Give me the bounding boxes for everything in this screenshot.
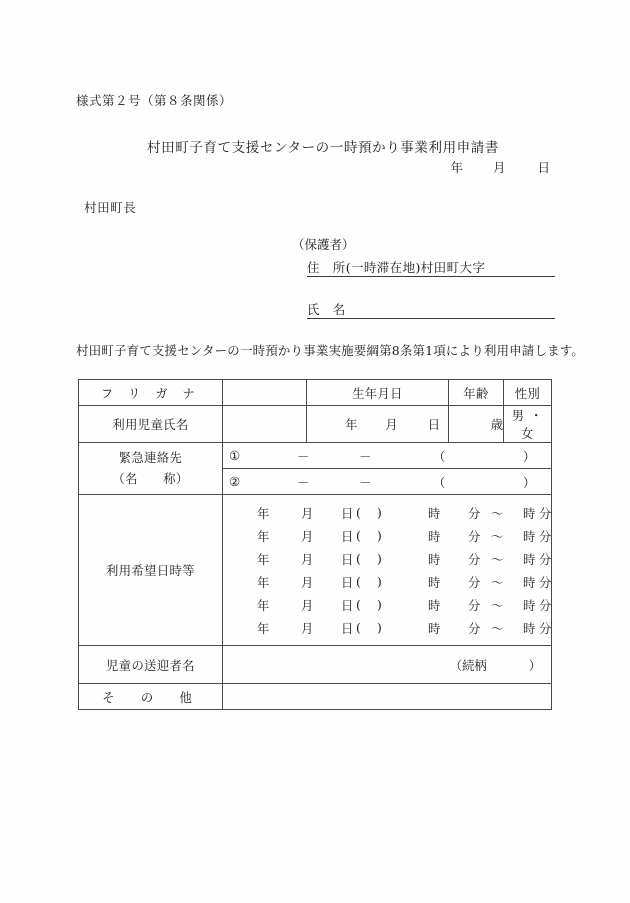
desired-4-paren-close: ) <box>377 574 382 589</box>
desired-5-paren-open: ( <box>356 597 361 612</box>
desired-2-hour-to: 時 <box>523 529 536 544</box>
desired-3-hour-from: 時 <box>428 552 441 567</box>
other-input-cell[interactable] <box>223 684 552 710</box>
desired-5-minute-to: 分 <box>539 598 552 613</box>
desired-datetime-cell[interactable] <box>223 495 552 646</box>
desired-2-paren-close: ) <box>377 528 382 543</box>
table-row-desired-datetime <box>79 495 552 646</box>
desired-2-tilde: ～ <box>491 529 504 544</box>
table-row-child-name <box>79 406 552 443</box>
other-label: そ の 他 <box>79 684 223 710</box>
table-row-escort <box>79 646 552 684</box>
emergency-2-number: ② <box>229 474 241 489</box>
desired-3-hour-to: 時 <box>523 552 536 567</box>
desired-4-tilde: ～ <box>491 575 504 590</box>
desired-2-minute-from: 分 <box>468 529 481 544</box>
desired-2-minute-to: 分 <box>539 529 552 544</box>
desired-5-month: 月 <box>301 598 314 613</box>
desired-5-tilde: ～ <box>491 598 504 613</box>
emergency-contact-row-1[interactable] <box>223 443 552 469</box>
emergency-1-paren-open: （ <box>433 449 446 464</box>
emergency-2-paren-close: ） <box>523 475 536 490</box>
table-row-emergency-1 <box>79 443 552 469</box>
name-label: 氏 名 <box>307 302 346 317</box>
desired-datetime-row[interactable] <box>223 501 551 524</box>
desired-4-year: 年 <box>257 575 270 590</box>
furigana-input-cell[interactable] <box>223 380 307 406</box>
name-field-row <box>307 300 555 319</box>
date-day-label: 日 <box>537 160 550 175</box>
desired-5-hour-to: 時 <box>523 598 536 613</box>
desired-4-minute-to: 分 <box>539 575 552 590</box>
desired-3-paren-open: ( <box>356 551 361 566</box>
desired-3-year: 年 <box>257 552 270 567</box>
furigana-label: フ リ ガ ナ <box>79 380 223 406</box>
emergency-1-dash-1: － <box>297 449 310 464</box>
desired-6-minute-to: 分 <box>539 621 552 636</box>
desired-datetime-label: 利用希望日時等 <box>79 495 223 646</box>
table-row-furigana <box>79 380 552 406</box>
escort-relation-open: （続柄 <box>449 658 487 673</box>
desired-datetime-row[interactable] <box>223 593 551 616</box>
desired-datetime-row[interactable] <box>223 616 551 639</box>
desired-6-tilde: ～ <box>491 621 504 636</box>
desired-1-paren-close: ) <box>377 505 382 520</box>
desired-6-paren-close: ) <box>377 620 382 635</box>
escort-relation-close: ） <box>528 658 541 673</box>
escort-relation-group <box>450 656 541 674</box>
sex-header: 性別 <box>504 380 552 406</box>
document-title: 村田町子育て支援センターの一時預かり事業利用申請書 <box>147 140 499 156</box>
application-table <box>78 379 552 710</box>
desired-2-day: 日 <box>341 529 354 544</box>
emergency-1-number: ① <box>229 448 241 463</box>
desired-4-month: 月 <box>301 575 314 590</box>
emergency-1-paren-close: ） <box>523 449 536 464</box>
desired-1-minute-to: 分 <box>539 506 552 521</box>
desired-2-hour-from: 時 <box>428 529 441 544</box>
desired-4-hour-to: 時 <box>523 575 536 590</box>
desired-1-day: 日 <box>341 506 354 521</box>
desired-6-hour-from: 時 <box>428 621 441 636</box>
escort-label: 児童の送迎者名 <box>79 646 223 684</box>
desired-datetime-row[interactable] <box>223 524 551 547</box>
emergency-label-line2: （名 称） <box>112 471 189 486</box>
birth-month-label: 月 <box>385 418 398 432</box>
desired-6-month: 月 <box>301 621 314 636</box>
desired-1-paren-open: ( <box>356 505 361 520</box>
birth-day-label: 日 <box>427 418 440 432</box>
desired-5-paren-close: ) <box>377 597 382 612</box>
desired-2-paren-open: ( <box>356 528 361 543</box>
desired-6-paren-open: ( <box>356 620 361 635</box>
desired-2-month: 月 <box>301 529 314 544</box>
desired-1-hour-from: 時 <box>428 506 441 521</box>
emergency-2-dash-2: － <box>359 475 372 490</box>
desired-3-paren-close: ) <box>377 551 382 566</box>
emergency-contact-label <box>79 443 223 495</box>
desired-3-tilde: ～ <box>491 552 504 567</box>
desired-datetime-list <box>223 495 551 645</box>
birthdate-header: 生年月日 <box>307 380 449 406</box>
desired-datetime-row[interactable] <box>223 570 551 593</box>
desired-1-hour-to: 時 <box>523 506 536 521</box>
child-name-label: 利用児童氏名 <box>79 406 223 443</box>
desired-1-minute-from: 分 <box>468 506 481 521</box>
table-row-other <box>79 684 552 710</box>
desired-3-month: 月 <box>301 552 314 567</box>
address-field-row <box>307 258 555 277</box>
desired-4-hour-from: 時 <box>428 575 441 590</box>
age-header: 年齢 <box>449 380 504 406</box>
age-input-cell[interactable]: 歳 <box>449 406 504 443</box>
escort-input-cell[interactable] <box>223 646 552 684</box>
desired-6-hour-to: 時 <box>523 621 536 636</box>
desired-6-year: 年 <box>257 621 270 636</box>
birth-year-label: 年 <box>345 418 358 432</box>
desired-2-year: 年 <box>257 529 270 544</box>
desired-4-minute-from: 分 <box>468 575 481 590</box>
date-year-label: 年 <box>450 160 463 175</box>
emergency-label-line1: 緊急連絡先 <box>118 451 183 466</box>
desired-3-minute-to: 分 <box>539 552 552 567</box>
desired-1-month: 月 <box>301 506 314 521</box>
desired-4-day: 日 <box>341 575 354 590</box>
birthdate-input-cell[interactable] <box>307 406 449 443</box>
desired-datetime-row[interactable] <box>223 547 551 570</box>
name-input-rule[interactable] <box>346 303 555 319</box>
form-number: 様式第２号（第８条関係） <box>76 93 233 108</box>
child-name-input-cell[interactable] <box>223 406 307 443</box>
desired-1-year: 年 <box>257 506 270 521</box>
emergency-1-dash-2: － <box>359 449 372 464</box>
guardian-label: （保護者） <box>292 237 355 252</box>
desired-4-paren-open: ( <box>356 574 361 589</box>
desired-6-minute-from: 分 <box>468 621 481 636</box>
addressee: 村田町長 <box>84 200 137 215</box>
desired-5-minute-from: 分 <box>468 598 481 613</box>
submission-date-line <box>450 158 550 176</box>
application-statement: 村田町子育て支援センターの一時預かり事業実施要綱第8条第1項により利用申請します。 <box>76 343 585 358</box>
desired-5-year: 年 <box>257 598 270 613</box>
desired-6-day: 日 <box>341 621 354 636</box>
address-label: 住 所(一時滞在地)村田町大字 <box>307 260 486 275</box>
sex-value[interactable]: 男 ・ 女 <box>504 406 552 443</box>
desired-5-day: 日 <box>341 598 354 613</box>
desired-5-hour-from: 時 <box>428 598 441 613</box>
date-month-label: 月 <box>492 160 506 175</box>
emergency-2-dash-1: － <box>297 475 310 490</box>
emergency-2-paren-open: （ <box>433 475 446 490</box>
emergency-contact-row-2[interactable] <box>223 469 552 495</box>
address-input-rule[interactable] <box>485 261 555 277</box>
desired-3-minute-from: 分 <box>468 552 481 567</box>
desired-3-day: 日 <box>341 552 354 567</box>
desired-1-tilde: ～ <box>491 506 504 521</box>
